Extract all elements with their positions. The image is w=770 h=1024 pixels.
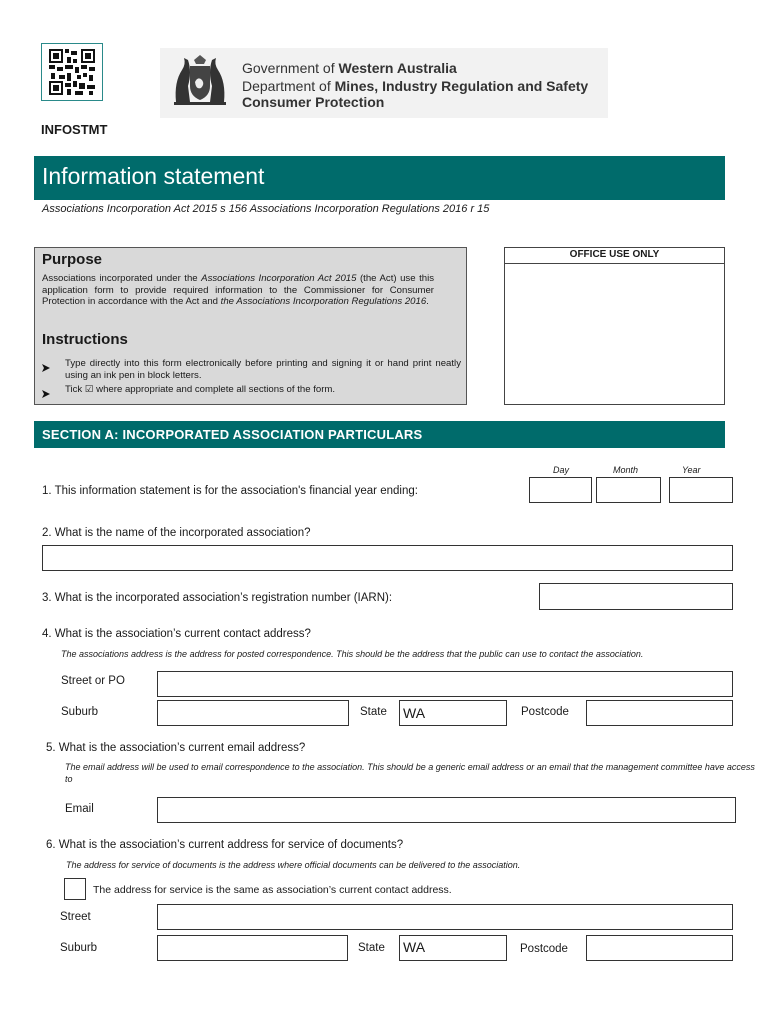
state-value: WA: [403, 705, 426, 721]
question-5: 5. What is the association’s current email address?: [46, 742, 306, 754]
question-6-note: The address for service of documents is the address where official documents can be delivered to the association.: [66, 860, 521, 870]
instruction-item: Type directly into this form electronically before printing and signing it or hand print neatly using an ink pen in block letters.: [65, 358, 461, 381]
day-label: Day: [553, 465, 570, 475]
purpose-heading: Purpose: [42, 251, 103, 268]
purpose-text: Associations incorporated under the Associations Incorporation Act 2015 (the Act) use this application form to provide required information to the Commissioner for Consumer Protection in accordance with the Act and the Associations Incorporation Regulations 2016.: [42, 273, 435, 307]
service-suburb-label: Suburb: [60, 942, 98, 954]
service-street-label: Street: [60, 911, 91, 923]
instruction-item: Tick ☑ where appropriate and complete all sections of the form.: [65, 384, 336, 395]
qr-code-icon: [41, 43, 103, 101]
office-use-label: OFFICE USE ONLY: [504, 247, 725, 264]
postcode-label: Postcode: [521, 706, 569, 718]
financial-year-year-field[interactable]: [669, 477, 733, 503]
office-use-box: [504, 247, 725, 405]
wa-coat-of-arms-icon: [168, 52, 232, 113]
association-name-field[interactable]: [42, 545, 733, 571]
arrow-bullet-icon: [42, 385, 50, 403]
year-label: Year: [682, 465, 701, 475]
iarn-field[interactable]: [539, 583, 733, 610]
contact-postcode-field[interactable]: [586, 700, 733, 726]
contact-street-field[interactable]: [157, 671, 733, 697]
same-address-label: The address for service is the same as association’s current contact address.: [93, 884, 452, 896]
suburb-label: Suburb: [61, 706, 99, 718]
question-4: 4. What is the association’s current contact address?: [42, 628, 311, 640]
service-postcode-label: Postcode: [520, 943, 568, 955]
service-street-field[interactable]: [157, 904, 733, 930]
instructions-heading: Instructions: [42, 331, 128, 348]
logo-department-line: Department of Mines, Industry Regulation and Safety: [242, 78, 589, 94]
purpose-panel: [34, 247, 467, 405]
question-4-note: The associations address is the address for posted correspondence. This should be the address that the public can use to contact the association.: [61, 649, 644, 659]
service-postcode-field[interactable]: [586, 935, 733, 961]
question-5-note: The email address will be used to email correspondence to the association. This should be a generic email address or an email that the management committee have access to: [65, 762, 755, 784]
page-title: Information statement: [42, 163, 265, 189]
state-label: State: [360, 706, 387, 718]
month-label: Month: [613, 465, 639, 475]
question-1: 1. This information statement is for the association's financial year ending:: [42, 485, 418, 497]
financial-year-month-field[interactable]: [596, 477, 661, 503]
same-address-checkbox[interactable]: [64, 878, 86, 900]
question-2: 2. What is the name of the incorporated association?: [42, 527, 311, 539]
arrow-bullet-icon: [42, 359, 50, 377]
email-label: Email: [65, 803, 94, 815]
street-or-po-label: Street or PO: [61, 675, 125, 687]
service-state-value: WA: [403, 939, 426, 955]
section-a-heading: SECTION A: INCORPORATED ASSOCIATION PARTICULARS: [42, 427, 423, 442]
logo-government-line: Government of Western Australia: [242, 60, 457, 76]
contact-state-field[interactable]: [399, 700, 507, 726]
service-state-field[interactable]: [399, 935, 507, 961]
email-field[interactable]: [157, 797, 736, 823]
service-suburb-field[interactable]: [157, 935, 348, 961]
contact-suburb-field[interactable]: [157, 700, 349, 726]
service-state-label: State: [358, 942, 385, 954]
form-code: INFOSTMT: [41, 122, 108, 137]
question-6: 6. What is the association’s current address for service of documents?: [46, 839, 404, 851]
legislation-subtitle: Associations Incorporation Act 2015 s 156 Associations Incorporation Regulations 2016 r 15: [42, 203, 490, 215]
financial-year-day-field[interactable]: [529, 477, 592, 503]
logo-division-line: Consumer Protection: [242, 94, 385, 110]
question-3: 3. What is the incorporated association’s registration number (IARN):: [42, 592, 393, 604]
